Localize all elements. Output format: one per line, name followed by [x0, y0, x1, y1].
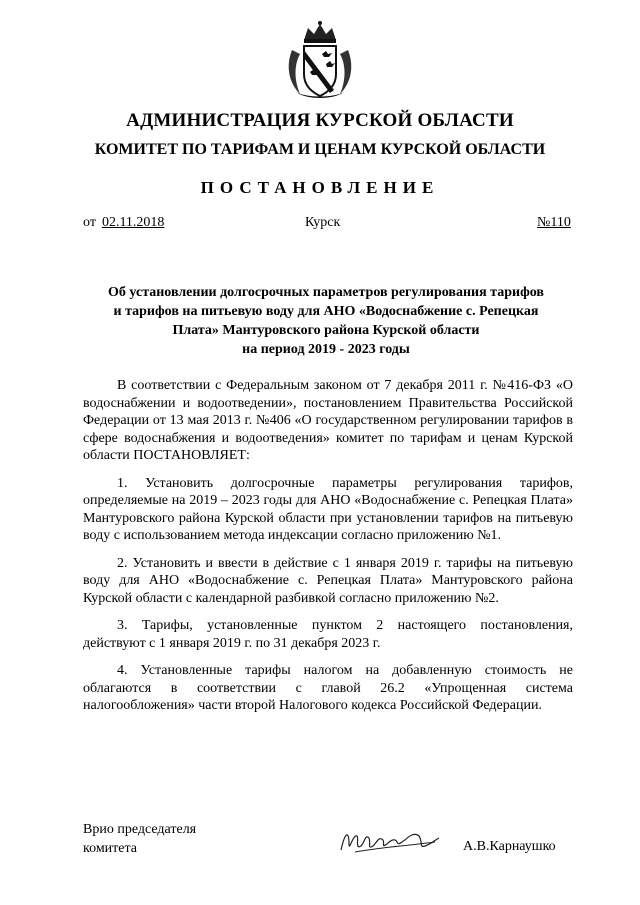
- preamble-paragraph: В соответствии с Федеральным законом от 7 декабря 2011 г. №416-ФЗ «О водоснабжении и водоотведении», постановлением Правительства Российской Федерации от 13 мая 2013 г. №406 «О государственном регулировании тарифов в сфере водоснабжения и водоотведения» комитет по тарифам и ценам Курской области ПОСТАНОВЛЯЕТ:: [83, 378, 573, 463]
- document-type: ПОСТАНОВЛЕНИЕ: [200, 178, 440, 197]
- document-date: [83, 215, 164, 231]
- heading-line: и тарифов на питьевую воду для АНО «Водоснабжение с. Репецкая: [113, 304, 539, 319]
- heading-line: Плата» Мантуровского района Курской области: [172, 323, 480, 338]
- date-value: 02.11.2018: [101, 215, 165, 230]
- clause-1: 1. Установить долгосрочные параметры регулирования тарифов, определяемые на 2019 – 2023 годы для АНО «Водоснабжение с. Репецкая Плата» Мантуровского района Курской области при установлении тарифов на питьевую воду с использованием метода индексации согласно приложению №1.: [83, 475, 573, 543]
- document-number: №110: [537, 215, 571, 230]
- clause-2: 2. Установить и ввести в действие с 1 января 2019 г. тарифы на питьевую воду для АНО «Водоснабжение с. Репецкая Плата» Мантуровского района Курской области с календарной разбивкой согласно приложению №2.: [83, 555, 573, 606]
- organization-title: АДМИНИСТРАЦИЯ КУРСКОЙ ОБЛАСТИ: [126, 110, 514, 131]
- clause-3: 3. Тарифы, установленные пунктом 2 настоящего постановления, действуют с 1 января 2019 г. по 31 декабря 2023 г.: [83, 618, 573, 651]
- handwritten-signature: [335, 822, 445, 862]
- role-line: Врио председателя: [83, 822, 197, 837]
- date-prefix: от: [83, 215, 96, 230]
- document-heading: [86, 283, 566, 359]
- document-city: Курск: [305, 215, 341, 230]
- heading-line: Об установлении долгосрочных параметров регулирования тарифов: [108, 285, 544, 300]
- role-line: комитета: [83, 841, 138, 856]
- signatory-role: [83, 820, 196, 858]
- committee-title: КОМИТЕТ ПО ТАРИФАМ И ЦЕНАМ КУРСКОЙ ОБЛАСТИ: [94, 141, 546, 158]
- signatory-name: А.В.Карнаушко: [463, 839, 556, 854]
- clause-4: 4. Установленные тарифы налогом на добавленную стоимость не облагаются в соответствии с главой 26.2 «Упрощенная система налогообложения» части второй Налогового кодекса Российской Федерации.: [83, 663, 573, 713]
- heading-line: на период 2019 - 2023 годы: [242, 342, 410, 357]
- document-body: [83, 377, 573, 725]
- coat-of-arms-icon: [282, 20, 358, 104]
